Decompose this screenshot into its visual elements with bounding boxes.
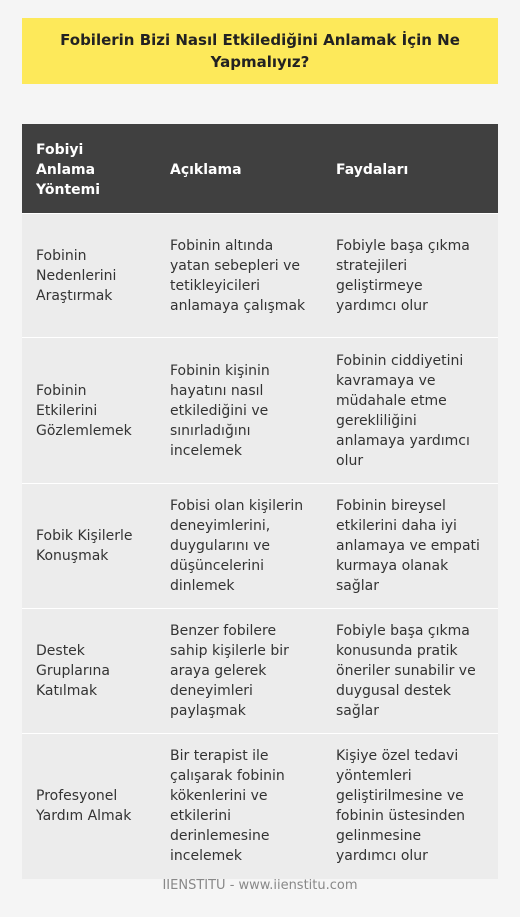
header-row	[22, 124, 498, 214]
header-cell-benefits: Faydaları	[322, 124, 498, 214]
info-table	[22, 124, 498, 879]
cell-benefits: Kişiye özel tedavi yöntemleri geliştirilmesine ve fobinin üstesinden gelinmesine yardımcı olur	[322, 734, 498, 879]
cell-method: Profesyonel Yardım Almak	[22, 734, 156, 879]
header-cell-description: Açıklama	[156, 124, 322, 214]
cell-benefits: Fobiyle başa çıkma stratejileri geliştirmeye yardımcı olur	[322, 214, 498, 338]
table-row	[22, 609, 498, 734]
cell-method: Destek Gruplarına Katılmak	[22, 609, 156, 734]
table-row	[22, 484, 498, 609]
table-row	[22, 214, 498, 338]
cell-description: Fobisi olan kişilerin deneyimlerini, duygularını ve düşüncelerini dinlemek	[156, 484, 322, 609]
footer-credit: IIENSTITU - www.iienstitu.com	[162, 878, 358, 893]
table-row	[22, 734, 498, 879]
cell-description: Fobinin kişinin hayatını nasıl etkilediğini ve sınırladığını incelemek	[156, 338, 322, 484]
cell-benefits: Fobiyle başa çıkma konusunda pratik öneriler sunabilir ve duygusal destek sağlar	[322, 609, 498, 734]
header-cell-method: Fobiyi Anlama Yöntemi	[22, 124, 156, 214]
cell-method: Fobinin Etkilerini Gözlemlemek	[22, 338, 156, 484]
cell-description: Benzer fobilere sahip kişilerle bir araya gelerek deneyimleri paylaşmak	[156, 609, 322, 734]
cell-method: Fobinin Nedenlerini Araştırmak	[22, 214, 156, 338]
table-row	[22, 338, 498, 484]
cell-description: Bir terapist ile çalışarak fobinin kökenlerini ve etkilerini derinlemesine incelemek	[156, 734, 322, 879]
cell-method: Fobik Kişilerle Konuşmak	[22, 484, 156, 609]
page-title: Fobilerin Bizi Nasıl Etkilediğini Anlamak İçin Ne Yapmalıyız?	[60, 31, 460, 71]
title-banner	[22, 18, 498, 84]
table-header	[22, 124, 498, 214]
cell-benefits: Fobinin bireysel etkilerini daha iyi anlamaya ve empati kurmaya olanak sağlar	[322, 484, 498, 609]
table-body	[22, 214, 498, 879]
cell-description: Fobinin altında yatan sebepleri ve tetikleyicileri anlamaya çalışmak	[156, 214, 322, 338]
cell-benefits: Fobinin ciddiyetini kavramaya ve müdahale etme gerekliliğini anlamaya yardımcı olur	[322, 338, 498, 484]
